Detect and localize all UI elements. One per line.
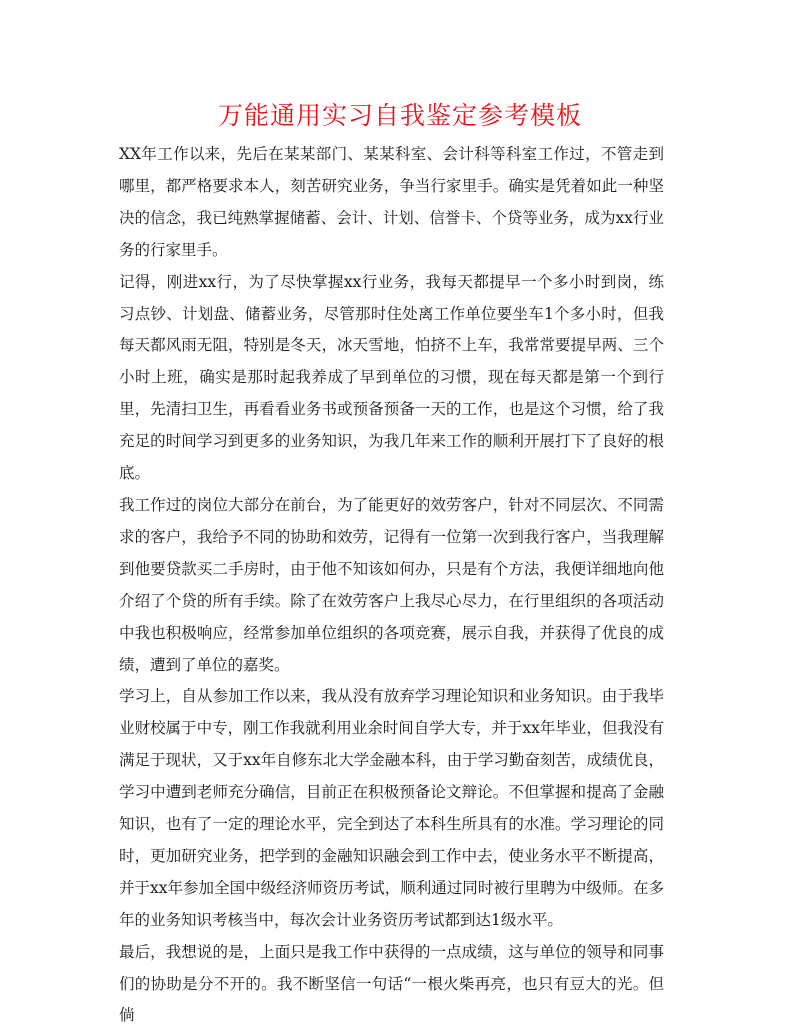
paragraph-1: XX年工作以来，先后在某某部门、某某科室、会计科等科室工作过，不管走到哪里，都严格要求本人，刻苦研究业务，争当行家里手。确实是凭着如此一种坚决的信念，我已纯熟掌握储蓄、会计、计划、信誉卡、个贷等业务，成为xx行业务的行家里手。 [119,145,664,259]
document-title: 万能通用实习自我鉴定参考模板 [217,101,582,130]
paragraph-2: 记得，刚进xx行，为了尽快掌握xx行业务，我每天都提早一个多小时到岗，练习点钞、计划盘、储蓄业务，尽管那时住处离工作单位要坐车1个多小时，但我每天都风雨无阻，特别是冬天，冰天雪地，怕挤不上车，我常常要提早两、三个小时上班，确实是那时起我养成了早到单位的习惯，现在每天都是第一个到行里，先清扫卫生，再看看业务书或预备预备一天的工作，也是这个习惯，给了我充足的时间学习到更多的业务知识，为我几年来工作的顺利开展打下了良好的根底。 [119,272,664,483]
document-body [119,139,664,1032]
paragraph-4: 学习上，自从参加工作以来，我从没有放弃学习理论知识和业务知识。由于我毕业财校属于中专，刚工作我就利用业余时间自学大专，并于xx年毕业，但我没有满足于现状，又于xx年自修东北大学金融本科，由于学习勤奋刻苦，成绩优良，学习中遭到老师充分确信，目前正在积极预备论文辩论。不但掌握和提高了金融知识，也有了一定的理论水平，完全到达了本科生所具有的水准。学习理论的同时，更加研究业务，把学到的金融知识融会到工作中去，使业务水平不断提高，并于xx年参加全国中级经济师资历考试，顺利通过同时被行里聘为中级师。在多年的业务知识考核当中，每次会计业务资历考试都到达1级水平。 [119,687,664,929]
paragraph-5: 最后，我想说的是，上面只是我工作中获得的一点成绩，这与单位的领导和同事们的协助是分不开的。我不断坚信一句话“一根火柴再亮，也只有豆大的光。但倘 [119,942,664,1025]
paragraph-3: 我工作过的岗位大部分在前台，为了能更好的效劳客户，针对不同层次、不同需求的客户，我给予不同的协助和效劳，记得有一位第一次到我行客户，当我理解到他要贷款买二手房时，由于他不知该如何办，只是有个方法，我便详细地向他介绍了个贷的所有手续。除了在效劳客户上我尽心尽力，在行里组织的各项活动中我也积极响应，经常参加单位组织的各项竞赛，展示自我，并获得了优良的成绩，遭到了单位的嘉奖。 [119,495,664,674]
